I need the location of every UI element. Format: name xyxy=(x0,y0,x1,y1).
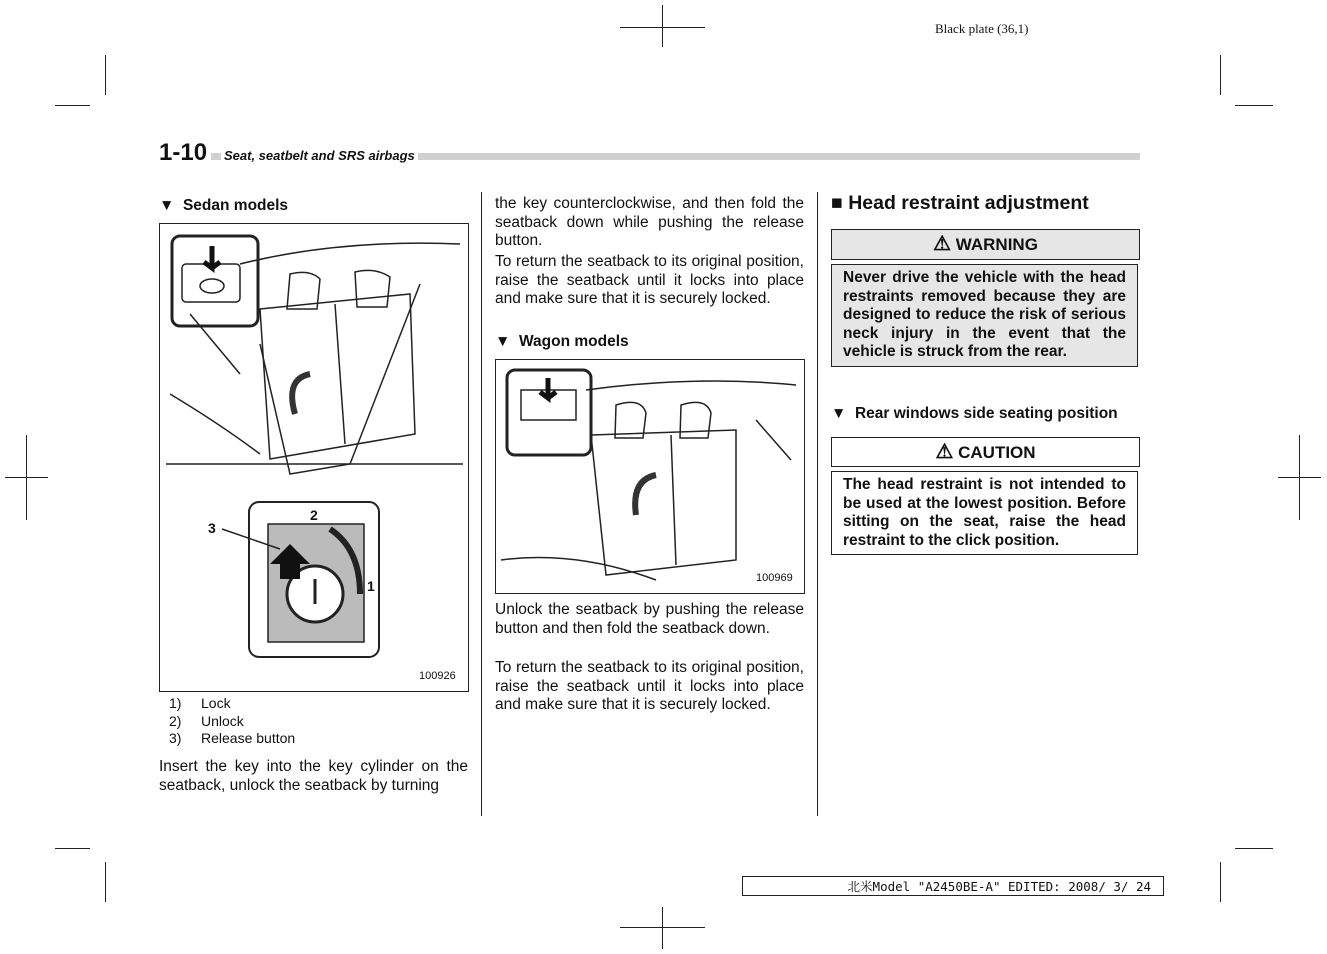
figure-id: 100969 xyxy=(756,572,793,584)
caution-text: The head restraint is not intended to be used at the lowest position. Before sitting on the seat, raise the head restraint to the click position. xyxy=(831,471,1138,555)
page-number: 1-10 xyxy=(159,139,211,167)
sedan-figure xyxy=(159,223,469,692)
wagon-heading: ▼ Wagon models xyxy=(495,333,629,350)
crop-mark xyxy=(662,907,663,949)
callout-1: 1 xyxy=(367,578,375,594)
subheading: ▼ Rear windows side seating position xyxy=(831,405,1118,422)
triangle-down-icon: ▼ xyxy=(495,333,519,350)
triangle-down-icon: ▼ xyxy=(159,197,183,214)
callout-2: 2 xyxy=(310,507,318,523)
crop-mark xyxy=(55,105,90,106)
legend-item: 1) Lock xyxy=(169,695,231,711)
wagon-seat-illustration xyxy=(496,360,804,593)
crop-mark xyxy=(1220,55,1221,95)
body-text: Unlock the seatback by pushing the release button and then fold the seatback down. xyxy=(495,601,804,637)
crop-mark xyxy=(1235,105,1273,106)
crop-mark xyxy=(55,848,90,849)
square-bullet-icon: ■ xyxy=(831,192,849,214)
column-divider xyxy=(481,192,482,816)
body-text: the key counterclockwise, and then fold the seatback down while pushing the release button. xyxy=(495,195,804,249)
crop-mark xyxy=(1299,435,1300,520)
column-divider xyxy=(817,192,818,816)
body-text: Insert the key into the key cylinder on the seatback, unlock the seatback by turning xyxy=(159,758,468,794)
triangle-down-icon: ▼ xyxy=(831,405,855,422)
body-text: To return the seatback to its original position, raise the seatback until it locks into place and make sure that it is securely locked. xyxy=(495,253,804,307)
warning-header: ⚠ WARNING xyxy=(831,229,1140,260)
section-heading: ■ Head restraint adjustment xyxy=(831,192,1089,214)
warning-triangle-icon: ⚠ xyxy=(933,233,952,255)
sedan-seat-illustration xyxy=(160,224,468,691)
crop-mark xyxy=(1235,848,1273,849)
footer-edit-info: 北米Model "A2450BE-A" EDITED: 2008/ 3/ 24 xyxy=(742,876,1164,896)
caution-header: ⚠ CAUTION xyxy=(831,437,1140,467)
callout-3: 3 xyxy=(208,520,216,536)
legend-item: 2) Unlock xyxy=(169,712,244,729)
legend-item: 3) Release button xyxy=(169,730,296,746)
crop-mark xyxy=(105,55,106,95)
body-text: To return the seatback to its original position, raise the seatback until it locks into place and make sure that it is securely locked. xyxy=(495,659,804,713)
section-title: Seat, seatbelt and SRS airbags xyxy=(221,148,418,163)
crop-mark xyxy=(662,5,663,47)
figure-id: 100926 xyxy=(419,670,456,682)
crop-mark xyxy=(1220,862,1221,902)
crop-mark xyxy=(105,862,106,902)
sedan-heading: ▼ Sedan models xyxy=(159,197,289,214)
plate-label: Black plate (36,1) xyxy=(935,21,1029,36)
legend-list xyxy=(169,695,295,748)
warning-triangle-icon: ⚠ xyxy=(935,441,954,463)
warning-text: Never drive the vehicle with the head restraints removed because they are designed to reduce the risk of serious neck injury in the event that the vehicle is struck from the rear. xyxy=(831,264,1138,367)
wagon-figure xyxy=(495,359,805,594)
crop-mark xyxy=(26,435,27,520)
